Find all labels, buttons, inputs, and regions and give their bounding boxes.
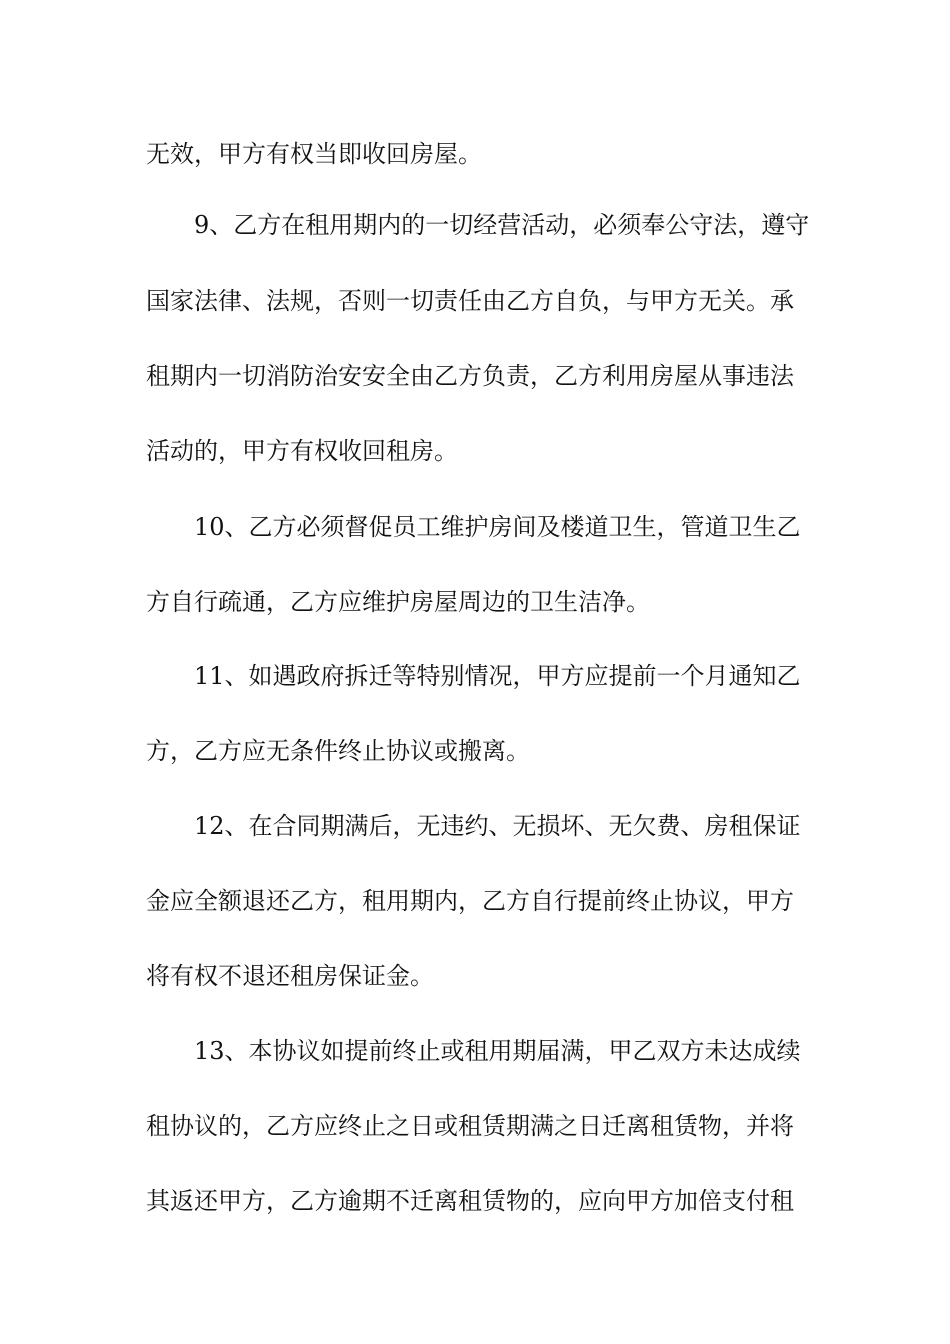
clause-11-line-1: 11、如遇政府拆迁等特别情况，甲方应提前一个月通知乙 bbox=[194, 662, 801, 690]
text-line: 方，乙方应无条件终止协议或搬离。 bbox=[146, 737, 530, 765]
text-line: 租期内一切消防治安安全由乙方负责，乙方利用房屋从事违法 bbox=[146, 362, 794, 390]
clause-13-line-1: 13、本协议如提前终止或租用期届满，甲乙双方未达成续 bbox=[194, 1037, 801, 1065]
text-line: 活动的，甲方有权收回租房。 bbox=[146, 437, 458, 465]
text-line: 将有权不退还租房保证金。 bbox=[146, 962, 434, 990]
clause-9-line-1: 9、乙方在租用期内的一切经营活动，必须奉公守法，遵守 bbox=[194, 211, 810, 239]
clause-10-line-1: 10、乙方必须督促员工维护房间及楼道卫生，管道卫生乙 bbox=[194, 513, 801, 541]
text-line: 其返还甲方，乙方逾期不迁离租赁物的，应向甲方加倍支付租 bbox=[146, 1187, 794, 1215]
text-line: 方自行疏通，乙方应维护房屋周边的卫生洁净。 bbox=[146, 588, 650, 616]
text-line: 国家法律、法规，否则一切责任由乙方自负，与甲方无关。承 bbox=[146, 287, 794, 315]
text-line: 金应全额退还乙方，租用期内，乙方自行提前终止协议，甲方 bbox=[146, 887, 794, 915]
clause-12-line-1: 12、在合同期满后，无违约、无损坏、无欠费、房租保证 bbox=[194, 812, 801, 840]
text-line: 租协议的，乙方应终止之日或租赁期满之日迁离租赁物，并将 bbox=[146, 1112, 794, 1140]
text-line: 无效，甲方有权当即收回房屋。 bbox=[146, 140, 482, 168]
